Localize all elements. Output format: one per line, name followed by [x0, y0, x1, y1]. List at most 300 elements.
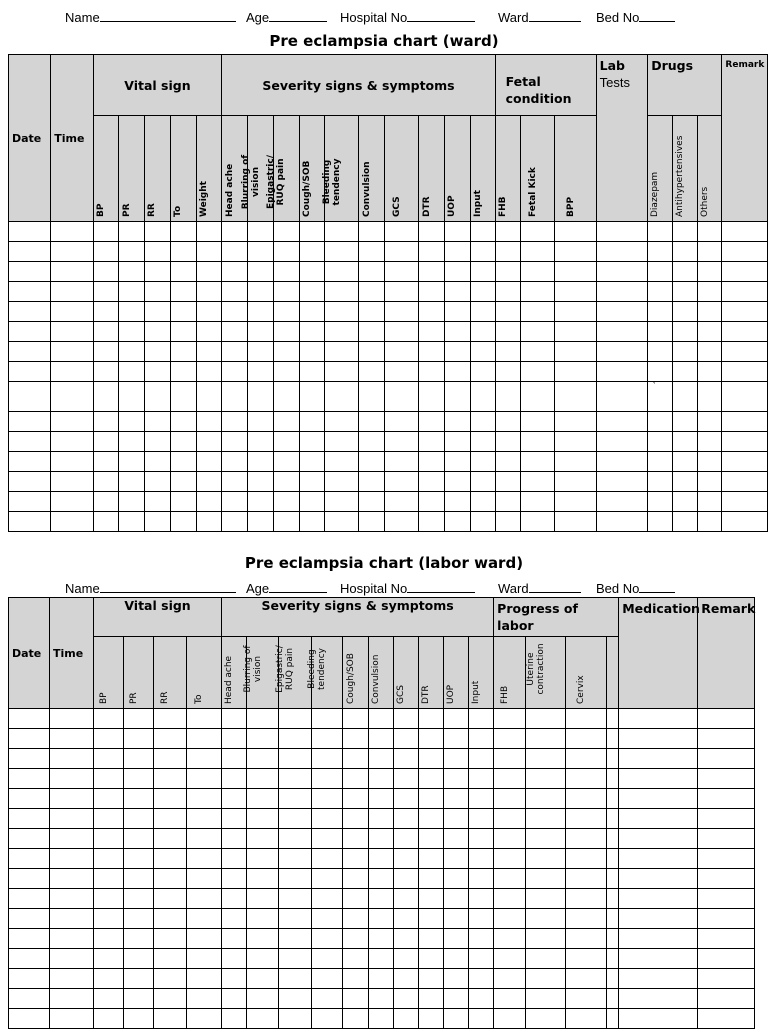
table-cell[interactable]	[470, 262, 495, 282]
ward-age-field[interactable]: Age	[246, 8, 327, 25]
table-cell[interactable]	[359, 412, 385, 432]
table-cell[interactable]	[722, 362, 768, 382]
table-cell[interactable]	[119, 262, 145, 282]
table-cell[interactable]	[521, 242, 555, 262]
table-cell[interactable]	[9, 362, 51, 382]
table-cell[interactable]	[93, 492, 119, 512]
table-cell[interactable]	[222, 452, 248, 472]
table-cell[interactable]	[9, 929, 50, 949]
table-cell[interactable]	[94, 969, 124, 989]
table-cell[interactable]	[385, 432, 419, 452]
table-cell[interactable]	[119, 512, 145, 532]
table-cell[interactable]	[619, 729, 698, 749]
table-cell[interactable]	[312, 829, 343, 849]
table-cell[interactable]	[394, 869, 419, 889]
table-cell[interactable]	[697, 322, 722, 342]
table-cell[interactable]	[9, 412, 51, 432]
table-cell[interactable]	[494, 989, 526, 1009]
table-cell[interactable]	[494, 829, 526, 849]
table-cell[interactable]	[444, 709, 469, 729]
table-cell[interactable]	[119, 362, 145, 382]
table-cell[interactable]	[648, 302, 673, 322]
table-cell[interactable]	[672, 492, 697, 512]
table-cell[interactable]	[698, 909, 755, 929]
table-cell[interactable]	[526, 769, 566, 789]
table-cell[interactable]	[299, 512, 325, 532]
table-cell[interactable]	[521, 322, 555, 342]
table-cell[interactable]	[697, 362, 722, 382]
table-cell[interactable]	[521, 452, 555, 472]
labor-ward-field[interactable]: Ward	[498, 579, 581, 596]
table-cell[interactable]	[273, 342, 299, 362]
table-cell[interactable]	[566, 1009, 607, 1029]
table-cell[interactable]	[672, 302, 697, 322]
table-cell[interactable]	[648, 512, 673, 532]
table-cell[interactable]	[51, 432, 93, 452]
table-cell[interactable]	[369, 949, 394, 969]
table-cell[interactable]	[325, 412, 359, 432]
table-cell[interactable]	[119, 242, 145, 262]
table-cell[interactable]	[170, 412, 196, 432]
table-cell[interactable]	[247, 749, 279, 769]
table-cell[interactable]	[154, 929, 187, 949]
table-cell[interactable]	[94, 829, 124, 849]
table-cell[interactable]	[619, 829, 698, 849]
table-cell[interactable]	[312, 909, 343, 929]
table-cell[interactable]	[494, 849, 526, 869]
table-cell[interactable]	[419, 222, 445, 242]
table-cell[interactable]	[648, 382, 673, 412]
table-cell[interactable]	[154, 909, 187, 929]
table-cell[interactable]	[494, 889, 526, 909]
table-cell[interactable]	[648, 222, 673, 242]
table-cell[interactable]	[394, 729, 419, 749]
table-cell[interactable]	[222, 829, 247, 849]
table-cell[interactable]	[222, 362, 248, 382]
table-cell[interactable]	[325, 362, 359, 382]
table-cell[interactable]	[273, 222, 299, 242]
table-cell[interactable]	[279, 989, 312, 1009]
table-cell[interactable]	[394, 909, 419, 929]
table-cell[interactable]	[222, 432, 248, 452]
table-cell[interactable]	[154, 809, 187, 829]
table-cell[interactable]	[619, 749, 698, 769]
table-cell[interactable]	[469, 949, 494, 969]
table-cell[interactable]	[526, 1009, 566, 1029]
table-cell[interactable]	[394, 929, 419, 949]
table-cell[interactable]	[394, 809, 419, 829]
table-cell[interactable]	[494, 769, 526, 789]
table-cell[interactable]	[619, 969, 698, 989]
table-cell[interactable]	[555, 222, 596, 242]
table-cell[interactable]	[170, 242, 196, 262]
table-cell[interactable]	[93, 472, 119, 492]
table-cell[interactable]	[359, 222, 385, 242]
table-cell[interactable]	[385, 472, 419, 492]
table-cell[interactable]	[596, 262, 648, 282]
table-cell[interactable]	[419, 709, 444, 729]
table-cell[interactable]	[196, 412, 222, 432]
table-cell[interactable]	[222, 929, 247, 949]
table-cell[interactable]	[672, 282, 697, 302]
table-cell[interactable]	[343, 869, 369, 889]
table-cell[interactable]	[722, 472, 768, 492]
table-cell[interactable]	[419, 382, 445, 412]
table-cell[interactable]	[419, 432, 445, 452]
table-cell[interactable]	[9, 889, 50, 909]
table-cell[interactable]	[648, 472, 673, 492]
table-cell[interactable]	[566, 889, 607, 909]
table-cell[interactable]	[248, 412, 274, 432]
table-cell[interactable]	[619, 1009, 698, 1029]
table-cell[interactable]	[145, 322, 171, 342]
table-cell[interactable]	[299, 302, 325, 322]
table-cell[interactable]	[94, 769, 124, 789]
table-cell[interactable]	[359, 282, 385, 302]
table-cell[interactable]	[526, 969, 566, 989]
table-cell[interactable]	[495, 452, 521, 472]
table-cell[interactable]	[51, 282, 93, 302]
table-cell[interactable]	[273, 282, 299, 302]
table-cell[interactable]	[187, 889, 222, 909]
table-cell[interactable]	[566, 989, 607, 1009]
table-cell[interactable]	[312, 889, 343, 909]
table-cell[interactable]	[526, 909, 566, 929]
table-cell[interactable]	[619, 769, 698, 789]
table-cell[interactable]	[698, 829, 755, 849]
table-cell[interactable]	[50, 889, 94, 909]
table-cell[interactable]	[469, 769, 494, 789]
table-cell[interactable]	[51, 492, 93, 512]
table-cell[interactable]	[343, 889, 369, 909]
table-cell[interactable]	[222, 412, 248, 432]
table-cell[interactable]	[196, 302, 222, 322]
table-cell[interactable]	[222, 729, 247, 749]
table-cell[interactable]	[247, 949, 279, 969]
table-cell[interactable]	[196, 242, 222, 262]
table-cell[interactable]	[495, 222, 521, 242]
table-cell[interactable]	[444, 809, 469, 829]
table-cell[interactable]	[299, 322, 325, 342]
table-cell[interactable]	[248, 262, 274, 282]
table-cell[interactable]	[222, 472, 248, 492]
table-cell[interactable]	[369, 969, 394, 989]
table-cell[interactable]	[9, 512, 51, 532]
table-cell[interactable]	[222, 1009, 247, 1029]
table-cell[interactable]	[50, 829, 94, 849]
table-cell[interactable]	[279, 949, 312, 969]
table-cell[interactable]	[469, 829, 494, 849]
table-cell[interactable]	[672, 472, 697, 492]
table-cell[interactable]	[187, 989, 222, 1009]
table-cell[interactable]	[359, 322, 385, 342]
table-cell[interactable]	[419, 809, 444, 829]
table-cell[interactable]	[566, 849, 607, 869]
table-cell[interactable]	[94, 809, 124, 829]
table-cell[interactable]	[566, 789, 607, 809]
table-cell[interactable]	[222, 282, 248, 302]
table-cell[interactable]	[419, 412, 445, 432]
table-cell[interactable]	[722, 302, 768, 322]
table-cell[interactable]	[325, 222, 359, 242]
table-cell[interactable]	[9, 949, 50, 969]
table-cell[interactable]	[419, 342, 445, 362]
table-cell[interactable]	[50, 1009, 94, 1029]
table-cell[interactable]	[494, 969, 526, 989]
table-cell[interactable]	[279, 809, 312, 829]
table-cell[interactable]	[394, 709, 419, 729]
table-cell[interactable]	[359, 242, 385, 262]
table-cell[interactable]	[470, 282, 495, 302]
table-cell[interactable]	[419, 512, 445, 532]
table-cell[interactable]	[445, 262, 471, 282]
table-cell[interactable]	[648, 262, 673, 282]
table-cell[interactable]	[596, 342, 648, 362]
table-cell[interactable]	[394, 1009, 419, 1029]
table-cell[interactable]	[445, 282, 471, 302]
table-cell[interactable]	[9, 769, 50, 789]
table-cell[interactable]	[494, 909, 526, 929]
table-cell[interactable]	[494, 949, 526, 969]
table-cell[interactable]	[648, 492, 673, 512]
table-cell[interactable]	[419, 242, 445, 262]
table-cell[interactable]	[273, 492, 299, 512]
table-cell[interactable]	[187, 869, 222, 889]
table-cell[interactable]	[697, 412, 722, 432]
table-cell[interactable]	[93, 512, 119, 532]
table-cell[interactable]	[469, 729, 494, 749]
table-cell[interactable]	[299, 432, 325, 452]
table-cell[interactable]	[369, 769, 394, 789]
table-cell[interactable]	[369, 889, 394, 909]
table-cell[interactable]	[495, 412, 521, 432]
table-cell[interactable]	[9, 322, 51, 342]
table-cell[interactable]	[495, 362, 521, 382]
table-cell[interactable]	[698, 989, 755, 1009]
table-cell[interactable]	[279, 709, 312, 729]
table-cell[interactable]	[619, 789, 698, 809]
table-cell[interactable]	[187, 789, 222, 809]
table-cell[interactable]	[445, 302, 471, 322]
table-cell[interactable]	[299, 342, 325, 362]
table-cell[interactable]	[94, 789, 124, 809]
table-cell[interactable]	[51, 342, 93, 362]
table-cell[interactable]	[145, 242, 171, 262]
table-cell[interactable]	[722, 342, 768, 362]
table-cell[interactable]	[196, 322, 222, 342]
table-cell[interactable]	[222, 512, 248, 532]
table-cell[interactable]	[94, 889, 124, 909]
table-cell[interactable]	[698, 809, 755, 829]
table-cell[interactable]	[566, 729, 607, 749]
table-cell[interactable]	[9, 969, 50, 989]
table-cell[interactable]	[187, 929, 222, 949]
table-cell[interactable]	[145, 222, 171, 242]
table-cell[interactable]	[385, 282, 419, 302]
table-cell[interactable]	[273, 512, 299, 532]
table-cell[interactable]	[469, 889, 494, 909]
table-cell[interactable]	[312, 769, 343, 789]
table-cell[interactable]	[619, 889, 698, 909]
table-cell[interactable]	[596, 242, 648, 262]
table-cell[interactable]	[124, 889, 154, 909]
table-cell[interactable]	[607, 849, 619, 869]
table-cell[interactable]	[343, 809, 369, 829]
table-cell[interactable]	[369, 709, 394, 729]
table-cell[interactable]	[51, 452, 93, 472]
table-cell[interactable]	[469, 869, 494, 889]
table-cell[interactable]	[222, 709, 247, 729]
table-cell[interactable]	[9, 242, 51, 262]
table-cell[interactable]	[619, 849, 698, 869]
table-cell[interactable]	[196, 492, 222, 512]
table-cell[interactable]	[247, 969, 279, 989]
table-cell[interactable]	[273, 412, 299, 432]
table-cell[interactable]	[419, 262, 445, 282]
labor-bed-no-field[interactable]: Bed No	[596, 579, 675, 596]
table-cell[interactable]	[619, 929, 698, 949]
table-cell[interactable]	[607, 809, 619, 829]
table-cell[interactable]	[359, 512, 385, 532]
table-cell[interactable]	[722, 322, 768, 342]
table-cell[interactable]	[596, 382, 648, 412]
table-cell[interactable]	[312, 949, 343, 969]
table-cell[interactable]	[50, 809, 94, 829]
table-cell[interactable]	[145, 362, 171, 382]
table-cell[interactable]	[385, 362, 419, 382]
table-cell[interactable]	[385, 342, 419, 362]
table-cell[interactable]	[247, 809, 279, 829]
table-cell[interactable]	[526, 929, 566, 949]
table-cell[interactable]	[93, 262, 119, 282]
table-cell[interactable]	[394, 989, 419, 1009]
table-cell[interactable]	[9, 909, 50, 929]
table-cell[interactable]	[469, 969, 494, 989]
table-cell[interactable]	[419, 492, 445, 512]
table-cell[interactable]	[445, 432, 471, 452]
table-cell[interactable]	[222, 789, 247, 809]
table-cell[interactable]	[325, 302, 359, 322]
table-cell[interactable]	[51, 382, 93, 412]
table-cell[interactable]	[273, 242, 299, 262]
table-cell[interactable]	[445, 472, 471, 492]
table-cell[interactable]	[469, 929, 494, 949]
table-cell[interactable]	[369, 849, 394, 869]
table-cell[interactable]	[359, 342, 385, 362]
table-cell[interactable]	[672, 432, 697, 452]
table-cell[interactable]	[222, 849, 247, 869]
table-cell[interactable]	[170, 262, 196, 282]
table-cell[interactable]	[672, 342, 697, 362]
table-cell[interactable]	[526, 889, 566, 909]
table-cell[interactable]	[672, 222, 697, 242]
table-cell[interactable]	[247, 729, 279, 749]
table-cell[interactable]	[469, 709, 494, 729]
table-cell[interactable]	[154, 889, 187, 909]
table-cell[interactable]	[369, 989, 394, 1009]
table-cell[interactable]	[222, 949, 247, 969]
table-cell[interactable]	[566, 869, 607, 889]
table-cell[interactable]	[495, 342, 521, 362]
table-cell[interactable]	[697, 262, 722, 282]
table-cell[interactable]	[145, 342, 171, 362]
table-cell[interactable]	[170, 492, 196, 512]
table-cell[interactable]	[566, 769, 607, 789]
table-cell[interactable]	[343, 729, 369, 749]
table-cell[interactable]	[419, 769, 444, 789]
table-cell[interactable]	[495, 432, 521, 452]
table-cell[interactable]	[154, 989, 187, 1009]
table-cell[interactable]	[607, 829, 619, 849]
table-cell[interactable]	[419, 929, 444, 949]
table-cell[interactable]	[9, 989, 50, 1009]
table-cell[interactable]	[312, 1009, 343, 1029]
table-cell[interactable]	[50, 969, 94, 989]
table-cell[interactable]	[222, 262, 248, 282]
table-cell[interactable]	[93, 222, 119, 242]
table-cell[interactable]	[385, 322, 419, 342]
table-cell[interactable]	[154, 869, 187, 889]
table-cell[interactable]	[470, 432, 495, 452]
table-cell[interactable]	[93, 342, 119, 362]
table-cell[interactable]	[312, 809, 343, 829]
table-cell[interactable]	[325, 432, 359, 452]
table-cell[interactable]	[555, 342, 596, 362]
table-cell[interactable]	[494, 929, 526, 949]
table-cell[interactable]	[722, 222, 768, 242]
table-cell[interactable]	[343, 849, 369, 869]
table-cell[interactable]	[279, 1009, 312, 1029]
table-cell[interactable]	[94, 869, 124, 889]
table-cell[interactable]	[196, 262, 222, 282]
table-cell[interactable]	[119, 382, 145, 412]
table-cell[interactable]	[170, 452, 196, 472]
table-cell[interactable]	[555, 322, 596, 342]
table-cell[interactable]	[124, 929, 154, 949]
table-cell[interactable]	[648, 282, 673, 302]
table-cell[interactable]	[247, 709, 279, 729]
table-cell[interactable]	[722, 262, 768, 282]
table-cell[interactable]	[521, 472, 555, 492]
table-cell[interactable]	[419, 452, 445, 472]
table-cell[interactable]	[648, 432, 673, 452]
table-cell[interactable]	[698, 1009, 755, 1029]
table-cell[interactable]	[596, 322, 648, 342]
table-cell[interactable]	[444, 929, 469, 949]
table-cell[interactable]	[419, 302, 445, 322]
table-cell[interactable]	[648, 322, 673, 342]
table-cell[interactable]	[51, 262, 93, 282]
table-cell[interactable]	[697, 302, 722, 322]
table-cell[interactable]	[526, 949, 566, 969]
table-cell[interactable]	[273, 362, 299, 382]
table-cell[interactable]	[124, 829, 154, 849]
table-cell[interactable]	[596, 282, 648, 302]
table-cell[interactable]	[698, 889, 755, 909]
table-cell[interactable]	[722, 432, 768, 452]
table-cell[interactable]	[697, 512, 722, 532]
table-cell[interactable]	[273, 452, 299, 472]
table-cell[interactable]	[444, 829, 469, 849]
ward-bed-no-field[interactable]: Bed No	[596, 8, 675, 25]
table-cell[interactable]	[222, 342, 248, 362]
table-cell[interactable]	[145, 302, 171, 322]
table-cell[interactable]	[222, 492, 248, 512]
table-cell[interactable]	[555, 362, 596, 382]
table-cell[interactable]	[555, 492, 596, 512]
table-cell[interactable]	[196, 342, 222, 362]
table-cell[interactable]	[196, 452, 222, 472]
